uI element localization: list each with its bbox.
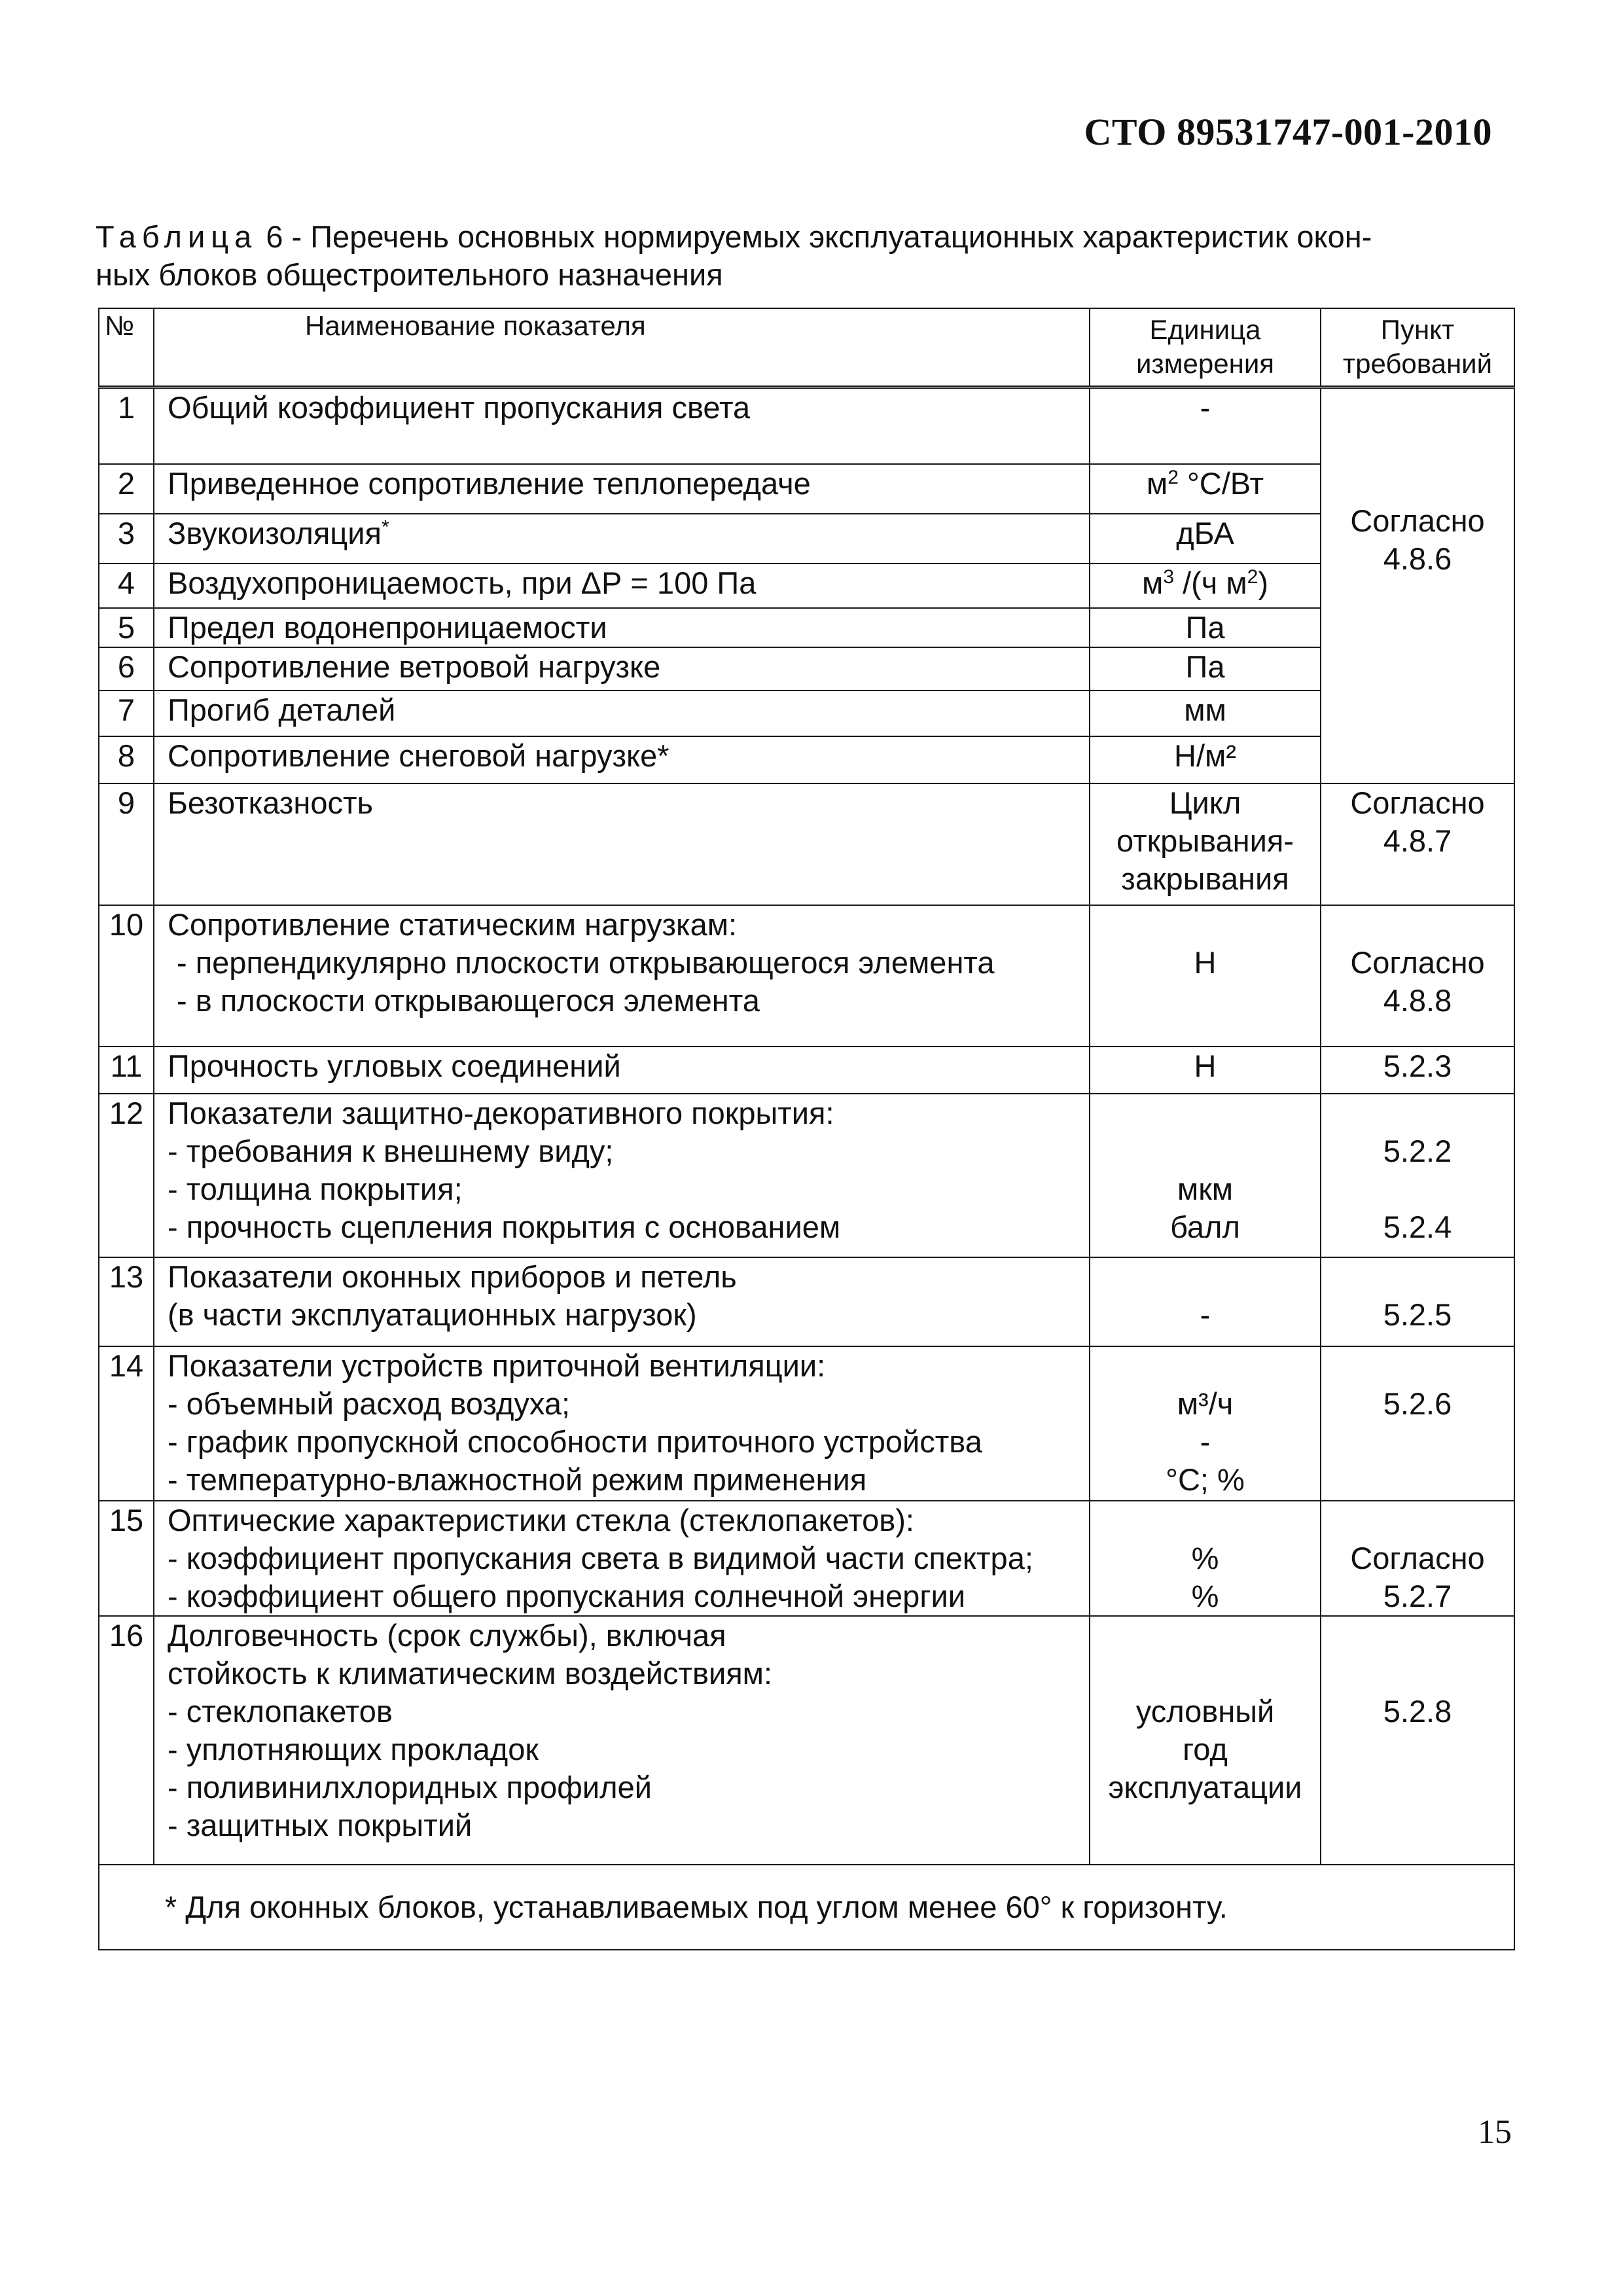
- row-num: 10: [99, 905, 154, 1047]
- name-line: - температурно-влажностной режим применения: [168, 1462, 867, 1497]
- ref-line: 5.2.5: [1383, 1297, 1452, 1332]
- table-row: [99, 387, 1514, 464]
- row-num: 12: [99, 1094, 154, 1257]
- row-num: 5: [99, 608, 154, 647]
- unit-a: м: [1142, 565, 1164, 600]
- unit-sup: 2: [1168, 467, 1179, 488]
- unit-line: -: [1200, 1297, 1211, 1332]
- row-unit: -: [1090, 387, 1321, 464]
- table-row: [99, 905, 1514, 1047]
- header-ref: [1321, 308, 1514, 387]
- ref-line: 4.8.7: [1383, 823, 1452, 858]
- ref-line: [1321, 1094, 1514, 1132]
- ref-line: [1321, 1258, 1514, 1296]
- row-name: [154, 1094, 1090, 1257]
- row-name: [154, 1616, 1090, 1865]
- unit-line: м³/ч: [1177, 1386, 1234, 1421]
- ref-line: [1321, 1501, 1514, 1539]
- header-row: [99, 308, 1514, 387]
- unit-line: °С; %: [1166, 1462, 1245, 1497]
- row-name: [154, 1346, 1090, 1501]
- unit-line: [1090, 1347, 1320, 1385]
- table-row: [99, 1616, 1514, 1865]
- page-number: 15: [1478, 2113, 1512, 2151]
- table-row: [99, 1257, 1514, 1346]
- header-name: Наименование показателя: [154, 308, 1090, 387]
- unit-line: [1090, 906, 1320, 944]
- header-num: №: [99, 308, 154, 387]
- header-ref-line1: Пункт: [1380, 314, 1455, 345]
- row-name: Общий коэффициент пропускания света: [154, 387, 1090, 464]
- row-unit: [1090, 1257, 1321, 1346]
- table-row: [99, 1094, 1514, 1257]
- header-unit-line1: Единица: [1149, 314, 1261, 345]
- row-unit: Н/м²: [1090, 736, 1321, 783]
- ref-line: 5.2.2: [1383, 1134, 1452, 1168]
- ref-line: [1321, 1617, 1514, 1655]
- name-line: Показатели устройств приточной вентиляции:: [168, 1348, 826, 1383]
- row-num: 2: [99, 464, 154, 514]
- row-ref: [1321, 1346, 1514, 1501]
- name-line: - толщина покрытия;: [168, 1172, 463, 1206]
- unit-line: %: [1191, 1541, 1219, 1575]
- name-line: - в плоскости открывающегося элемента: [177, 983, 760, 1018]
- row-name: Приведенное сопротивление теплопередаче: [154, 464, 1090, 514]
- ref-line: [1321, 1170, 1514, 1208]
- table-caption: [96, 218, 1516, 294]
- unit-rest: °С/Вт: [1178, 466, 1264, 501]
- row-ref: 5.2.3: [1321, 1047, 1514, 1094]
- row-name: Сопротивление снеговой нагрузке*: [154, 736, 1090, 783]
- row-unit: Н: [1090, 1047, 1321, 1094]
- row-name: Прогиб деталей: [154, 691, 1090, 736]
- unit-line: балл: [1170, 1210, 1240, 1244]
- ref-line: 5.2.6: [1383, 1386, 1452, 1421]
- unit-line: эксплуатации: [1108, 1770, 1302, 1804]
- row-name: [154, 1501, 1090, 1616]
- unit-line: [1090, 1258, 1320, 1296]
- table-row: [99, 736, 1514, 783]
- name-line: Оптические характеристики стекла (стеклопакетов):: [168, 1503, 914, 1537]
- unit-line: условный: [1135, 1694, 1275, 1729]
- name-line: - график пропускной способности приточного устройства: [168, 1424, 982, 1459]
- ref-line: Согласно: [1350, 945, 1485, 980]
- row-name: Воздухопроницаемость, при ΔР = 100 Па: [154, 564, 1090, 608]
- row-unit: Па: [1090, 647, 1321, 691]
- row-name: [154, 905, 1090, 1047]
- row-unit: мм: [1090, 691, 1321, 736]
- ref-line: Согласно: [1350, 1541, 1485, 1575]
- row-name: Предел водонепроницаемости: [154, 608, 1090, 647]
- ref-line: 5.2.7: [1383, 1579, 1452, 1613]
- unit-line: -: [1200, 1424, 1211, 1459]
- name-line: - уплотняющих прокладок: [168, 1732, 539, 1767]
- row-num: 16: [99, 1616, 154, 1865]
- row-unit: [1090, 1094, 1321, 1257]
- row-unit: [1090, 1616, 1321, 1865]
- ref-line: [1321, 1347, 1514, 1385]
- ref-line: 5.2.4: [1383, 1210, 1452, 1244]
- document-code: СТО 89531747-001-2010: [1084, 111, 1492, 153]
- row-unit: [1090, 905, 1321, 1047]
- unit-line: [1090, 1655, 1320, 1693]
- name-line: Показатели оконных приборов и петель: [168, 1259, 737, 1294]
- footnote: * Для оконных блоков, устанавливаемых под углом менее 60° к горизонту.: [99, 1865, 1514, 1950]
- unit-base: м: [1146, 466, 1168, 501]
- unit-line: Н: [1194, 945, 1217, 980]
- row-num: 7: [99, 691, 154, 736]
- name-line: - защитных покрытий: [168, 1808, 473, 1842]
- row-unit: [1090, 1346, 1321, 1501]
- unit-sup1: 3: [1163, 566, 1175, 588]
- name-line: стойкость к климатическим воздействиям:: [168, 1656, 773, 1691]
- row-unit: Па: [1090, 608, 1321, 647]
- row-num: 14: [99, 1346, 154, 1501]
- row-unit: [1090, 464, 1321, 514]
- table-row: [99, 691, 1514, 736]
- table-row: [99, 1047, 1514, 1094]
- unit-line: мкм: [1177, 1172, 1234, 1206]
- row-ref: [1321, 905, 1514, 1047]
- ref-line: Согласно: [1350, 785, 1485, 820]
- table-row: [99, 783, 1514, 905]
- characteristics-table: [98, 308, 1515, 1950]
- row-num: 6: [99, 647, 154, 691]
- unit-c: ): [1258, 565, 1268, 600]
- row-name: Сопротивление ветровой нагрузке: [154, 647, 1090, 691]
- unit-sup2: 2: [1247, 566, 1258, 588]
- name-line: - поливинилхлоридных профилей: [168, 1770, 652, 1804]
- row-ref: [1321, 1501, 1514, 1616]
- row-ref: [1321, 1094, 1514, 1257]
- ref-line: [1321, 1655, 1514, 1693]
- table-row: [99, 514, 1514, 564]
- ref-line: [1321, 906, 1514, 944]
- table-row: [99, 564, 1514, 608]
- header-ref-line2: требований: [1342, 348, 1493, 379]
- caption-text-line1: - Перечень основных нормируемых эксплуатационных характеристик окон-: [283, 219, 1372, 254]
- name-line: Сопротивление статическим нагрузкам:: [168, 907, 738, 942]
- row-unit: дБА: [1090, 514, 1321, 564]
- unit-line: Цикл: [1169, 785, 1241, 820]
- row-num: 8: [99, 736, 154, 783]
- row-ref: [1321, 783, 1514, 905]
- row-name-text: Звукоизоляция: [168, 516, 382, 550]
- name-line: - объемный расход воздуха;: [168, 1386, 571, 1421]
- row-ref: [1321, 1616, 1514, 1865]
- unit-line: [1090, 1132, 1320, 1170]
- row-name: [154, 514, 1090, 564]
- caption-label: Таблица: [96, 219, 258, 254]
- header-unit: [1090, 308, 1321, 387]
- unit-line: [1090, 1094, 1320, 1132]
- name-line: - перпендикулярно плоскости открывающегося элемента: [177, 945, 995, 980]
- name-mark: *: [381, 516, 389, 538]
- merged-ref-cell: [1321, 387, 1514, 783]
- row-num: 9: [99, 783, 154, 905]
- table-row: [99, 608, 1514, 647]
- row-num: 15: [99, 1501, 154, 1616]
- ref-line: 4.8.8: [1383, 983, 1452, 1018]
- header-unit-line2: измерения: [1135, 348, 1275, 379]
- row-ref: [1321, 1257, 1514, 1346]
- unit-line: [1090, 1617, 1320, 1655]
- unit-line: %: [1191, 1579, 1219, 1613]
- row-num: 13: [99, 1257, 154, 1346]
- name-line: - стеклопакетов: [168, 1694, 393, 1729]
- row-unit: [1090, 564, 1321, 608]
- caption-text-line2: ных блоков общестроительного назначения: [96, 257, 723, 292]
- row-num: 4: [99, 564, 154, 608]
- unit-line: открывания-: [1116, 823, 1294, 858]
- footnote-row: [99, 1865, 1514, 1950]
- ref-line: 5.2.8: [1383, 1694, 1452, 1729]
- unit-b: /(ч м: [1174, 565, 1247, 600]
- name-line: - требования к внешнему виду;: [168, 1134, 614, 1168]
- row-unit: [1090, 1501, 1321, 1616]
- table-row: [99, 464, 1514, 514]
- row-num: 11: [99, 1047, 154, 1094]
- merged-ref-line2: 4.8.6: [1383, 541, 1452, 576]
- unit-line: год: [1183, 1732, 1228, 1767]
- name-line: - прочность сцепления покрытия с основанием: [168, 1210, 841, 1244]
- row-name: Прочность угловых соединений: [154, 1047, 1090, 1094]
- name-line: Долговечность (срок службы), включая: [168, 1618, 726, 1653]
- merged-ref-line1: Согласно: [1350, 503, 1485, 538]
- name-line: (в части эксплуатационных нагрузок): [168, 1297, 697, 1332]
- caption-number: 6: [266, 219, 283, 254]
- table-row: [99, 1501, 1514, 1616]
- unit-line: [1090, 1501, 1320, 1539]
- table-row: [99, 1346, 1514, 1501]
- row-name: Безотказность: [154, 783, 1090, 905]
- name-line: - коэффициент общего пропускания солнечной энергии: [168, 1579, 965, 1613]
- table-row: [99, 647, 1514, 691]
- row-name: [154, 1257, 1090, 1346]
- name-line: Показатели защитно-декоративного покрытия:: [168, 1096, 834, 1130]
- row-unit: [1090, 783, 1321, 905]
- name-line: - коэффициент пропускания света в видимой части спектра;: [168, 1541, 1033, 1575]
- row-num: 1: [99, 387, 154, 464]
- row-num: 3: [99, 514, 154, 564]
- unit-line: закрывания: [1121, 861, 1289, 896]
